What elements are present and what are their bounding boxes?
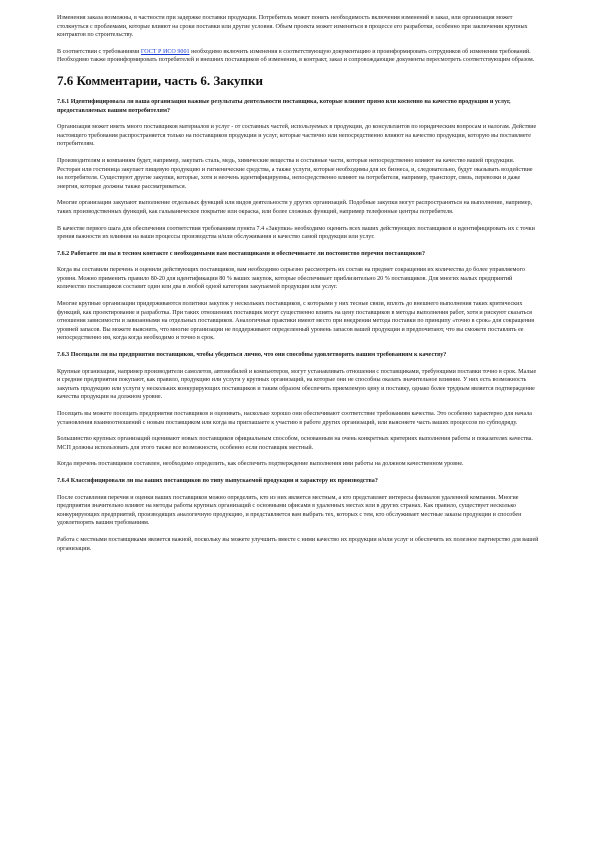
paragraph: Многие организации закупают выполнение отдельных функций или видов деятельности у других организаций. Подобные закупки могут распространяться на выполнение, например, таких производственных функций, как гальваническое покрытие или окраска, или более сложных функций, например телефонные центры потребителя. — [57, 200, 533, 215]
intro-paragraph-2 — [57, 48, 539, 65]
paragraph: После составления перечня и оценки ваших поставщиков можно определить, кто из них является местным, а кто представляет интересы филиалов удаленной компании. Многие предприятия значительно влияют на методы работы крупных организаций с основными офисами в удаленных местах или в других странах. Как правило, существует несколько конкурирующих предприятий, производящих аналогичную продукцию, и представляется вам выбрать тех, которых с тем, кто обслуживает местные заказы продукции и способен удовлетворять вашим требованиям. — [57, 494, 522, 527]
intro-paragraph-2-text-a: В соответствии с требованиями — [57, 48, 141, 55]
question-7-6-4: 7.6.4 Классифицировали ли вы ваших поставщиков по типу выпускаемой продукции и характеру их производства? — [57, 477, 378, 484]
paragraph: Многие крупные организации придерживаются политики закупок у нескольких поставщиков, с которыми у них тесные связи, вплоть до внешнего выполнения таких критических функций, как проектирование и разработка. При таких отношениях поставщик могут существенно влиять на цену поставщиков в методы выполнения работ, хотя и рискуют сказаться отношения зависимости и завязанными на отдельных поставщиков. Аналогичные практики имеют место при внедрении метода поставки по принципу «точно в срок» для сокращения уровней запасов. Вы можете выяснить, что многие организации не поддерживают определенный уровень запасов вашей продукции и предпочитают, что вы сможете поставлять ее непосредственно им, когда когда необходимо и точно в срок. — [57, 301, 535, 342]
question-7-6-2: 7.6.2 Работаете ли вы в тесном контакте с необходимыми вам поставщиками и обеспечиваете ли постоянство перечня поставщиков? — [57, 250, 425, 257]
paragraph: В качестве первого шага для обеспечения соответствия требованиям пункта 7.4 «Закупки» необходимо оценить всех ваших действующих поставщиков и идентифицировать их с точки зрения важности их влияния на ваши процессы производства и/или обслуживания и качество самой продукции или услуг. — [57, 225, 535, 241]
paragraph: Когда перечень поставщиков составлен, необходимо определить, как обеспечить подтверждение выполнения ими работы на должном качественном уровне. — [57, 461, 464, 468]
paragraph: Производителям и компаниям будет, например, закупать сталь, медь, химические вещества и составные части, которые непосредственно влияют на качество вашей продукции. Ресторан или гостиница закупает пищевую продукцию и гигиенические средства, а также услуги, которые необходимы для их бизнеса, и, следовательно, будут оказывать воздействие на потребителя. Существуют другие закупки, которые, хотя и неочень идентифицируемы, непосредственно влияют на потребителя, например, транспорт, связь, перевозки и даже энергия, которые должны также рассматриваться. — [57, 157, 533, 190]
paragraph: Когда вы составили перечень и оценили действующих поставщиков, вам необходимо серьезно рассмотреть их состав на предмет сокращения их количества до более управляемого уровня. Можно применить правило 80-20 для идентификации 80 % ваших закупок, которые обеспечивает приблизительно 20 % поставщиков. Для многих малых предприятий количество поставщиков составит один или два в любой одной категории закупаемой продукции или услуг. — [57, 267, 525, 291]
paragraph: Посещать вы можете посещать предприятия поставщиков и оценивать, насколько хорошо они обеспечивают соответствие требованиям качества. Это особенно характерно для начала установления взаимоотношений с новым поставщиком или когда вы приглашаете к участию в работе других организаций, или выясняете часть ваших процессов по субподряду. — [57, 411, 532, 426]
paragraph: Организация может иметь много поставщиков материалов и услуг - от составных частей, используемых в продукции, до консультантов по юридическим вопросам и налогам. Действие настоящего требования распространяется только на поставщиков продукции и услуг, которые частично или непосредственно влияют на качество продукции, которую вы поставляете потребителям. — [57, 124, 537, 148]
paragraph: Большинство крупных организаций оценивают новых поставщиков официальным способом, основанным на очень конкретных критериях выполнения работы и показателях качества. МСП должны использовать для этого также все возможности, особенно если поставщик местный. — [57, 436, 533, 451]
question-7-6-1: 7.6.1 Идентифицировала ли ваша организация важные результаты деятельности поставщика, которые влияют прямо или косвенно на качество продукции и услуг, предоставляемых вашим потребителям? — [57, 98, 511, 114]
paragraph: Крупные организации, например производители самолетов, автомобилей и компьютеров, могут устанавливать отношения с поставщиками, требующими поставки точно в срок. Малые и средние предприятия покупают, как правило, продукцию или услуги у крупных организаций, на которые они не способны оказать значительное влияние. У них есть возможность закупать продукцию или услуги у нескольких конкурирующих поставщиков и таким образом обеспечить приемлемую цену и поставку, однако более трудным является подтверждение качества продукции на должном уровне. — [57, 368, 537, 401]
paragraph: Работа с местными поставщиками является важной, поскольку вы можете улучшить вместе с ними качество их продукции и/или услуг и обеспечить их полезное партнерство для вашей организации. — [57, 536, 539, 552]
intro-paragraph-1: Изменения заказа возможны, в частности при задержке поставки продукции. Потребитель может понять необходимость включения изменений в заказ, или организация может столкнуться с проблемами, которые влияют на сроки поставки или другие условия. Объем проекта может изменяться в процессе его разработки, особенно при заключении крупных контрактов по строительству. — [57, 15, 528, 39]
gost-iso-9001-link[interactable]: ГОСТ Р ИСО 9001 — [140, 48, 190, 55]
question-7-6-3: 7.6.3 Посещали ли вы предприятия поставщиков, чтобы убедиться лично, что они способны удовлетворять вашим требованиям к качеству? — [57, 352, 447, 359]
intro-paragraph-2-text-b: необходимо включить изменения в соответствующую документацию и проинформировать сотрудников об изменении требований. Необходимо также проинформировать потребителей и внешних поставщиков об изменении, в контракт, заказ и сопровождающие документы пересмотреть соответствующим образом. — [57, 48, 535, 64]
section-heading: 7.6 Комментарии, часть 6. Закупки — [57, 72, 264, 88]
